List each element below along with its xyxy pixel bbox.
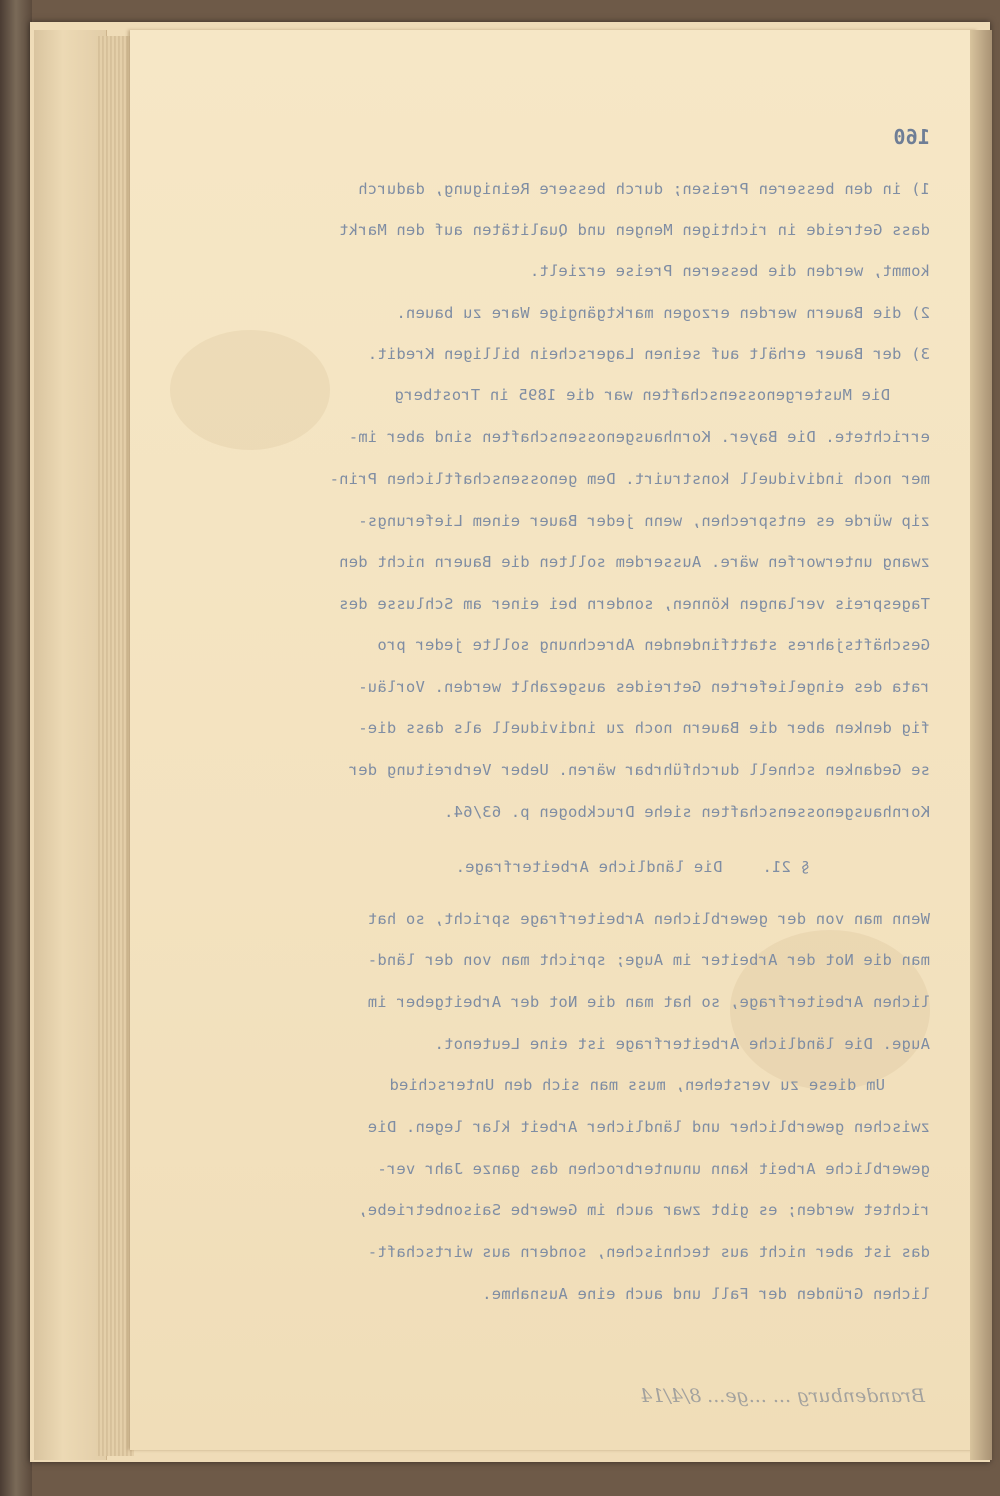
text-line: zwischen gewerblicher und ländlicher Arbeit klar legen. Die bbox=[367, 1118, 930, 1136]
text-line: mer noch individuell konstruirt. Dem genossenschaftlichen Prin- bbox=[329, 470, 930, 488]
text-line: Geschäftsjahres stattfindenden Abrechnung sollte jeder pro bbox=[377, 636, 930, 654]
section-number: § 21. bbox=[762, 858, 810, 876]
text-line: man die Not der Arbeiter im Auge; spricht man von der länd- bbox=[367, 951, 930, 969]
text-line: Wenn man von der gewerblichen Arbeiterfrage spricht, so hat bbox=[367, 910, 930, 928]
page-edges bbox=[96, 36, 134, 1456]
text-line: se Gedanken schnell durchführbar wären. Ueber Verbreitung der bbox=[348, 761, 930, 779]
text-line: kommt, werden die besseren Preise erzielt. bbox=[529, 262, 930, 280]
text-line: 1) in den besseren Preisen; durch bessere Reinigung, dadurch bbox=[358, 180, 930, 198]
text-line: zip würde es entsprechen, wenn jeder Bauer einem Lieferungs- bbox=[358, 512, 930, 530]
text-line: lichen Gründen der Fall und auch eine Ausnahme. bbox=[482, 1285, 930, 1303]
text-line: gewerbliche Arbeit kann ununterbrochen das ganze Jahr ver- bbox=[377, 1160, 930, 1178]
text-line: richtet werden; es gibt zwar auch im Gewerbe Saisonbetriebe, bbox=[358, 1201, 930, 1219]
handwritten-note: Brandenburg ... ...ge... 8/4/14 bbox=[640, 1385, 925, 1407]
text-line: rata des eingelieferten Getreides ausgezahlt werden. Vorläu- bbox=[358, 678, 930, 696]
text-line: errichtete. Die Bayer. Kornhausgenossenschaften sind aber im- bbox=[348, 428, 930, 446]
text-line: lichen Arbeiterfrage, so hat man die Not der Arbeitgeber im bbox=[367, 993, 930, 1011]
text-line: fig denken aber die Bauern noch zu individuell als dass die- bbox=[358, 719, 930, 737]
text-line: Um diese zu verstehen, muss man sich den Unterschied bbox=[389, 1076, 885, 1094]
text-line: 2) die Bauern werden erzogen marktgängige Ware zu bauen. bbox=[396, 304, 930, 322]
page-number: 160 bbox=[893, 125, 930, 149]
text-line: Kornhausgenossenschaften siehe Druckbogen p. 63/64. bbox=[443, 803, 930, 821]
section-heading bbox=[455, 850, 810, 884]
book-spine bbox=[0, 0, 32, 1496]
text-line: 3) der Bauer erhält auf seinen Lagerschein billigen Kredit. bbox=[367, 345, 930, 363]
section-title: Die ländliche Arbeiterfrage. bbox=[455, 858, 723, 876]
text-line: dass Getreide in richtigen Mengen und Qualitäten auf den Markt bbox=[339, 221, 930, 239]
text-line: Auge. Die ländliche Arbeiterfrage ist eine Leutenot. bbox=[434, 1035, 930, 1053]
text-line: das ist aber nicht aus technischen, sondern aus wirtschaft- bbox=[367, 1243, 930, 1261]
text-line: zwang unterworfen wäre. Ausserdem sollten die Bauern nicht den bbox=[339, 553, 930, 571]
mirrored-typewritten-text bbox=[190, 120, 930, 1340]
gutter-shadow bbox=[970, 30, 992, 1460]
text-line: Die Mustergenossenschaften war die 1895 in Trostberg bbox=[394, 386, 890, 404]
text-line: Tagespreis verlangen können, sondern bei einer am Schlusse des bbox=[339, 595, 930, 613]
